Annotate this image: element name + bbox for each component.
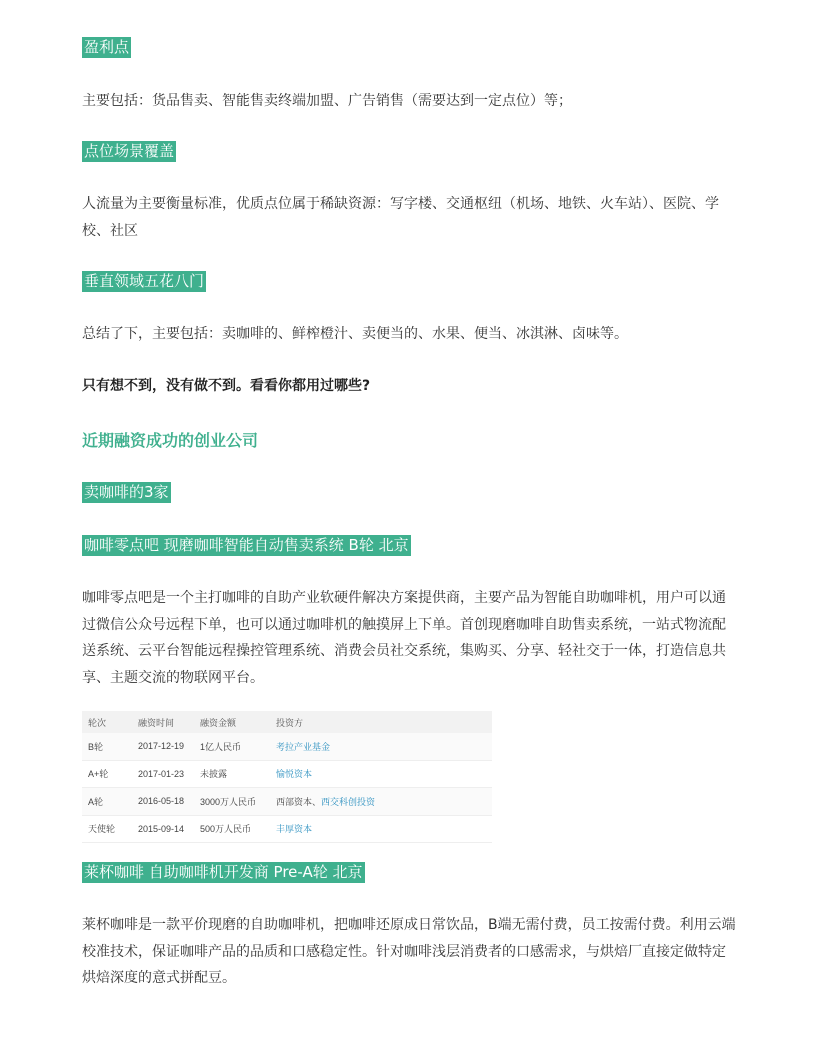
cell-investor	[270, 733, 492, 760]
coverage-text: 人流量为主要衡量标准，优质点位属于稀缺资源：写字楼、交通枢纽（机场、地铁、火车站）、医院、学校、社区	[82, 196, 719, 239]
funding-table	[82, 711, 492, 843]
cell-amount: 3000万人民币	[194, 788, 270, 816]
investor-link[interactable]: 愉悦资本	[276, 769, 313, 780]
table-row	[82, 733, 492, 760]
bold-callout: 只有想不到，没有做不到。看看你都用过哪些?	[82, 378, 371, 394]
investor-link[interactable]: 考拉产业基金	[276, 741, 331, 752]
cell-investor	[270, 760, 492, 788]
cell-amount: 500万人民币	[194, 815, 270, 843]
cell-round: A+轮	[82, 760, 132, 788]
cell-round: A轮	[82, 788, 132, 816]
col-date: 融资时间	[132, 711, 194, 733]
company2-text: 莱杯咖啡是一款平价现磨的自助咖啡机，把咖啡还原成日常饮品，B端无需付费，员工按需付费。利用云端校准技术，保证咖啡产品的品质和口感稳定性。针对咖啡浅层消费者的口感需求，与烘焙厂直接定做特定烘焙深度的意式拼配豆。	[82, 917, 736, 986]
col-investor: 投资方	[270, 711, 492, 733]
table-row	[82, 815, 492, 843]
cell-date: 2016-05-18	[132, 788, 194, 816]
profit-text: 主要包括：货品售卖、智能售卖终端加盟、广告销售（需要达到一定点位）等；	[82, 93, 572, 109]
investor-text: 西部资本、	[276, 796, 322, 807]
cell-investor	[270, 815, 492, 843]
cell-round: 天使轮	[82, 815, 132, 843]
table-row	[82, 788, 492, 816]
col-amount: 融资金额	[194, 711, 270, 733]
cell-date: 2017-01-23	[132, 760, 194, 788]
recent-funding-heading: 近期融资成功的创业公司	[82, 431, 259, 450]
section-heading-vertical: 垂直领域五花八门	[84, 272, 205, 290]
coffee-heading: 卖咖啡的3家	[84, 483, 169, 501]
col-round: 轮次	[82, 711, 132, 733]
section-heading-profit: 盈利点	[84, 38, 130, 56]
cell-round: B轮	[82, 733, 132, 760]
cell-investor	[270, 788, 492, 816]
cell-date: 2017-12-19	[132, 733, 194, 760]
table-header-row	[82, 711, 492, 733]
vertical-text: 总结了下，主要包括：卖咖啡的、鲜榨橙汁、卖便当的、水果、便当、冰淇淋、卤味等。	[82, 326, 628, 342]
cell-amount: 1亿人民币	[194, 733, 270, 760]
table-row	[82, 760, 492, 788]
cell-date: 2015-09-14	[132, 815, 194, 843]
cell-amount: 未披露	[194, 760, 270, 788]
company1-text: 咖啡零点吧是一个主打咖啡的自助产业软硬件解决方案提供商，主要产品为智能自助咖啡机，用户可以通过微信公众号远程下单，也可以通过咖啡机的触摸屏上下单。首创现磨咖啡自助售卖系统，一站式物流配送系统、云平台智能远程操控管理系统、消费会员社交系统，集购买、分享、轻社交于一体，打造信息共享、主题交流的物联网平台。	[82, 590, 726, 686]
investor-link[interactable]: 西交科创投资	[321, 796, 376, 807]
section-heading-coverage: 点位场景覆盖	[84, 142, 175, 160]
company1-heading: 咖啡零点吧 现磨咖啡智能自动售卖系统 B轮 北京	[84, 536, 409, 554]
investor-link[interactable]: 丰厚资本	[276, 824, 313, 835]
company2-heading: 莱杯咖啡 自助咖啡机开发商 Pre-A轮 北京	[84, 863, 363, 881]
